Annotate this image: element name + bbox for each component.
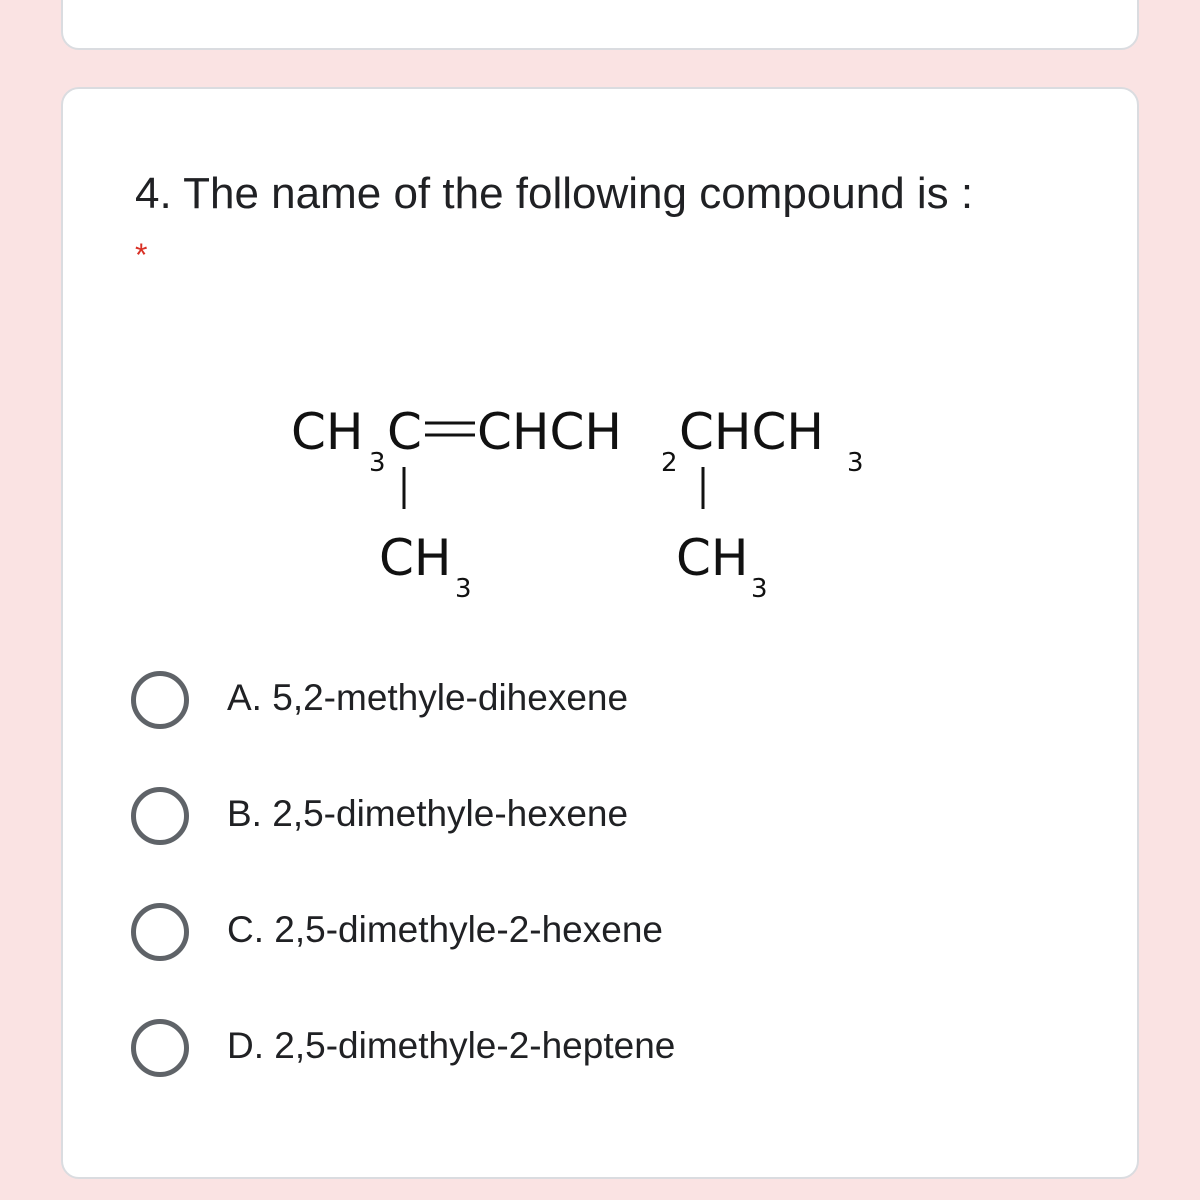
main-chain-ch: CH [291, 403, 364, 461]
option-d-label: D. 2,5-dimethyle-2-heptene [227, 1025, 676, 1066]
main-chain-c: C [387, 403, 422, 461]
option-c[interactable] [131, 901, 1031, 1017]
main-chain-sub3-end-label: 3 [847, 448, 864, 478]
main-chain-sub2: 2 [661, 448, 678, 478]
branch-left-ch: CH [379, 529, 452, 587]
branch-left-sub: 3 [455, 574, 472, 604]
option-c-label: C. 2,5-dimethyle-2-hexene [227, 909, 663, 950]
main-chain-chch: CHCH [477, 403, 623, 461]
radio-button-a[interactable] [131, 671, 189, 729]
chemical-structure-image [285, 389, 885, 619]
answer-options [131, 669, 1031, 1133]
option-a-label: A. 5,2-methyle-dihexene [227, 677, 629, 718]
radio-button-b[interactable] [131, 787, 189, 845]
question-title: 4. The name of the following compound is : [135, 169, 974, 218]
option-a[interactable] [131, 669, 1031, 785]
radio-button-d[interactable] [131, 1019, 189, 1077]
option-b-label: B. 2,5-dimethyle-hexene [227, 793, 629, 834]
branch-right-sub: 3 [751, 574, 768, 604]
branch-right-ch: CH [676, 529, 749, 587]
previous-question-card [61, 0, 1139, 50]
radio-button-c[interactable] [131, 903, 189, 961]
option-d[interactable] [131, 1017, 1031, 1133]
option-b[interactable] [131, 785, 1031, 901]
main-chain-sub3: 3 [369, 448, 386, 478]
main-chain-chch2: CHCH [679, 403, 825, 461]
question-card [61, 87, 1139, 1179]
required-marker: * [135, 237, 148, 273]
